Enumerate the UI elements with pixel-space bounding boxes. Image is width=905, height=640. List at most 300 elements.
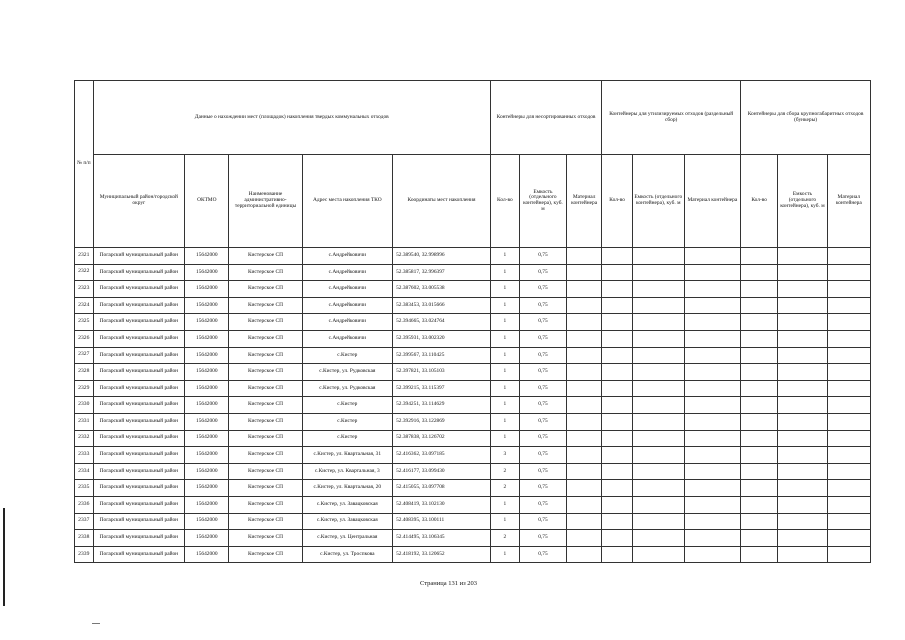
separate-capacity-cell: [633, 447, 684, 464]
unsorted-material-cell: [567, 480, 602, 497]
header-separate-group: Контейнеры для утилизируемых отходов (раздельный сбор): [602, 81, 741, 155]
table-row: [75, 248, 871, 265]
separate-material-cell: [684, 297, 741, 314]
unsorted-capacity-cell: 0,75: [519, 480, 566, 497]
coords-cell: 52.415055, 33.097708: [393, 480, 491, 497]
address-cell: с.Андрейковичи: [302, 297, 393, 314]
bulky-count-cell: [741, 330, 778, 347]
bulky-capacity-cell: [778, 413, 827, 430]
unsorted-capacity-cell: 0,75: [519, 281, 566, 298]
coords-cell: 52.399567, 33.110425: [393, 347, 491, 364]
bulky-capacity-cell: [778, 314, 827, 331]
separate-material-cell: [684, 314, 741, 331]
oktmo-cell: 15642000: [185, 530, 229, 547]
separate-capacity-cell: [633, 264, 684, 281]
bulky-capacity-cell: [778, 397, 827, 414]
unsorted-count-cell: 1: [490, 281, 519, 298]
address-cell: с.Кистер: [302, 397, 393, 414]
coords-cell: 52.394251, 33.114629: [393, 397, 491, 414]
separate-count-cell: [602, 330, 633, 347]
bulky-capacity-cell: [778, 530, 827, 547]
bulky-capacity-cell: [778, 430, 827, 447]
row-number: 2330: [75, 397, 94, 414]
table-row: [75, 530, 871, 547]
address-cell: с.Кистер, ул. Центральная: [302, 530, 393, 547]
oktmo-cell: 15642000: [185, 264, 229, 281]
bulky-material-cell: [827, 546, 870, 563]
unsorted-material-cell: [567, 330, 602, 347]
address-cell: с.Кистер, ул. Квартальная, 31: [302, 447, 393, 464]
separate-capacity-cell: [633, 430, 684, 447]
separate-capacity-cell: [633, 297, 684, 314]
table-row: [75, 364, 871, 381]
separate-count-cell: [602, 248, 633, 265]
address-cell: с.Кистер: [302, 347, 393, 364]
district-cell: Погарский муниципальный район: [93, 496, 185, 513]
separate-material-cell: [684, 546, 741, 563]
row-number: 2322: [75, 264, 94, 281]
admin-unit-cell: Кистерское СП: [229, 281, 302, 298]
oktmo-cell: 15642000: [185, 330, 229, 347]
bulky-capacity-cell: [778, 364, 827, 381]
unsorted-count-cell: 1: [490, 297, 519, 314]
oktmo-cell: 15642000: [185, 447, 229, 464]
separate-material-cell: [684, 397, 741, 414]
row-number: 2331: [75, 413, 94, 430]
bulky-material-cell: [827, 347, 870, 364]
admin-unit-cell: Кистерское СП: [229, 380, 302, 397]
oktmo-cell: 15642000: [185, 364, 229, 381]
district-cell: Погарский муниципальный район: [93, 480, 185, 497]
separate-capacity-cell: [633, 380, 684, 397]
coords-cell: 52.385817, 32.996397: [393, 264, 491, 281]
bulky-material-cell: [827, 463, 870, 480]
header-num: № п/п: [75, 81, 94, 248]
separate-count-cell: [602, 264, 633, 281]
unsorted-capacity-cell: 0,75: [519, 380, 566, 397]
unsorted-count-cell: 1: [490, 496, 519, 513]
table-row: [75, 347, 871, 364]
oktmo-cell: 15642000: [185, 430, 229, 447]
oktmo-cell: 15642000: [185, 496, 229, 513]
row-number: 2327: [75, 347, 94, 364]
header-unsorted-capacity: Емкость (отдельного контейнера), куб. м: [519, 155, 566, 248]
row-number: 2337: [75, 513, 94, 530]
bulky-capacity-cell: [778, 463, 827, 480]
header-bulky-group: Контейнеры для сбора крупногабаритных отходов (бункеры): [741, 81, 871, 155]
bulky-capacity-cell: [778, 496, 827, 513]
district-cell: Погарский муниципальный район: [93, 248, 185, 265]
bulky-capacity-cell: [778, 281, 827, 298]
unsorted-material-cell: [567, 413, 602, 430]
address-cell: с.Андрейковичи: [302, 314, 393, 331]
bulky-capacity-cell: [778, 480, 827, 497]
unsorted-count-cell: 1: [490, 347, 519, 364]
header-separate-material: Материал контейнера: [684, 155, 741, 248]
district-cell: Погарский муниципальный район: [93, 314, 185, 331]
unsorted-count-cell: 1: [490, 314, 519, 331]
separate-count-cell: [602, 546, 633, 563]
separate-material-cell: [684, 330, 741, 347]
separate-count-cell: [602, 314, 633, 331]
admin-unit-cell: Кистерское СП: [229, 248, 302, 265]
coords-cell: 52.387838, 33.126702: [393, 430, 491, 447]
row-number: 2321: [75, 248, 94, 265]
unsorted-count-cell: 2: [490, 480, 519, 497]
separate-count-cell: [602, 347, 633, 364]
coords-cell: 52.416362, 33.097185: [393, 447, 491, 464]
separate-material-cell: [684, 430, 741, 447]
unsorted-count-cell: 1: [490, 330, 519, 347]
unsorted-material-cell: [567, 297, 602, 314]
waste-sites-table: [74, 80, 871, 563]
address-cell: с.Андрейковичи: [302, 330, 393, 347]
unsorted-count-cell: 2: [490, 530, 519, 547]
oktmo-cell: 15642000: [185, 397, 229, 414]
district-cell: Погарский муниципальный район: [93, 430, 185, 447]
district-cell: Погарский муниципальный район: [93, 364, 185, 381]
oktmo-cell: 15642000: [185, 463, 229, 480]
unsorted-capacity-cell: 0,75: [519, 330, 566, 347]
bulky-material-cell: [827, 480, 870, 497]
unsorted-capacity-cell: 0,75: [519, 397, 566, 414]
separate-capacity-cell: [633, 330, 684, 347]
bulky-count-cell: [741, 463, 778, 480]
coords-cell: 52.392916, 33.122869: [393, 413, 491, 430]
table-row: [75, 513, 871, 530]
unsorted-material-cell: [567, 397, 602, 414]
district-cell: Погарский муниципальный район: [93, 380, 185, 397]
table-row: [75, 546, 871, 563]
table-row: [75, 297, 871, 314]
bulky-count-cell: [741, 297, 778, 314]
separate-capacity-cell: [633, 496, 684, 513]
admin-unit-cell: Кистерское СП: [229, 463, 302, 480]
address-cell: с.Кистер, ул. Рудковская: [302, 380, 393, 397]
admin-unit-cell: Кистерское СП: [229, 364, 302, 381]
coords-cell: 52.389540, 32.998996: [393, 248, 491, 265]
bulky-count-cell: [741, 530, 778, 547]
unsorted-material-cell: [567, 447, 602, 464]
unsorted-material-cell: [567, 546, 602, 563]
address-cell: с.Кистер, ул. Квартальная, 3: [302, 463, 393, 480]
bulky-material-cell: [827, 447, 870, 464]
bulky-capacity-cell: [778, 297, 827, 314]
district-cell: Погарский муниципальный район: [93, 347, 185, 364]
scan-edge-mark: [3, 508, 5, 606]
bulky-capacity-cell: [778, 264, 827, 281]
header-district: Муниципальный район/городской округ: [93, 155, 185, 248]
coords-cell: 52.394665, 33.024764: [393, 314, 491, 331]
bulky-material-cell: [827, 330, 870, 347]
unsorted-capacity-cell: 0,75: [519, 430, 566, 447]
header-unsorted-group: Контейнеры для несортированных отходов: [490, 81, 601, 155]
bulky-material-cell: [827, 380, 870, 397]
address-cell: с.Андрейковичи: [302, 281, 393, 298]
separate-capacity-cell: [633, 248, 684, 265]
unsorted-capacity-cell: 0,75: [519, 546, 566, 563]
bulky-count-cell: [741, 364, 778, 381]
oktmo-cell: 15642000: [185, 513, 229, 530]
bulky-material-cell: [827, 297, 870, 314]
separate-count-cell: [602, 480, 633, 497]
address-cell: с.Кистер, ул. Завацковская: [302, 496, 393, 513]
bulky-count-cell: [741, 513, 778, 530]
unsorted-count-cell: 1: [490, 248, 519, 265]
unsorted-count-cell: 1: [490, 430, 519, 447]
admin-unit-cell: Кистерское СП: [229, 264, 302, 281]
unsorted-capacity-cell: 0,75: [519, 248, 566, 265]
address-cell: с.Кистер, ул. Квартальная, 20: [302, 480, 393, 497]
admin-unit-cell: Кистерское СП: [229, 397, 302, 414]
row-number: 2335: [75, 480, 94, 497]
unsorted-capacity-cell: 0,75: [519, 447, 566, 464]
separate-material-cell: [684, 480, 741, 497]
unsorted-count-cell: 1: [490, 380, 519, 397]
separate-capacity-cell: [633, 413, 684, 430]
unsorted-material-cell: [567, 248, 602, 265]
admin-unit-cell: Кистерское СП: [229, 347, 302, 364]
row-number: 2334: [75, 463, 94, 480]
coords-cell: 52.414495, 33.106345: [393, 530, 491, 547]
table-row: [75, 397, 871, 414]
bulky-count-cell: [741, 496, 778, 513]
table-row: [75, 281, 871, 298]
table-row: [75, 380, 871, 397]
table-row: [75, 496, 871, 513]
separate-count-cell: [602, 281, 633, 298]
district-cell: Погарский муниципальный район: [93, 330, 185, 347]
oktmo-cell: 15642000: [185, 314, 229, 331]
district-cell: Погарский муниципальный район: [93, 264, 185, 281]
unsorted-count-cell: 1: [490, 513, 519, 530]
separate-material-cell: [684, 281, 741, 298]
bulky-count-cell: [741, 314, 778, 331]
header-bulky-capacity: Емкость (отдельного контейнера), куб. м: [778, 155, 827, 248]
district-cell: Погарский муниципальный район: [93, 281, 185, 298]
unsorted-capacity-cell: 0,75: [519, 513, 566, 530]
oktmo-cell: 15642000: [185, 480, 229, 497]
coords-cell: 52.416177, 33.099430: [393, 463, 491, 480]
header-unsorted-material: Материал контейнера: [567, 155, 602, 248]
oktmo-cell: 15642000: [185, 248, 229, 265]
separate-capacity-cell: [633, 397, 684, 414]
separate-capacity-cell: [633, 546, 684, 563]
separate-count-cell: [602, 380, 633, 397]
oktmo-cell: 15642000: [185, 546, 229, 563]
admin-unit-cell: Кистерское СП: [229, 447, 302, 464]
coords-cell: 52.408419, 33.102130: [393, 496, 491, 513]
unsorted-count-cell: 1: [490, 413, 519, 430]
bulky-material-cell: [827, 530, 870, 547]
separate-count-cell: [602, 413, 633, 430]
coords-cell: 52.383453, 33.015666: [393, 297, 491, 314]
separate-material-cell: [684, 496, 741, 513]
address-cell: с.Кистер, ул. Завацковская: [302, 513, 393, 530]
admin-unit-cell: Кистерское СП: [229, 530, 302, 547]
header-coords: Координаты мест накопления: [393, 155, 491, 248]
bulky-count-cell: [741, 347, 778, 364]
separate-material-cell: [684, 364, 741, 381]
unsorted-capacity-cell: 0,75: [519, 297, 566, 314]
separate-capacity-cell: [633, 364, 684, 381]
oktmo-cell: 15642000: [185, 380, 229, 397]
header-location-group: Данные о нахождении мест (площадок) накопления твердых коммунальных отходов: [93, 81, 490, 155]
bulky-material-cell: [827, 496, 870, 513]
oktmo-cell: 15642000: [185, 413, 229, 430]
unsorted-material-cell: [567, 430, 602, 447]
bulky-count-cell: [741, 248, 778, 265]
unsorted-count-cell: 1: [490, 364, 519, 381]
unsorted-capacity-cell: 0,75: [519, 364, 566, 381]
district-cell: Погарский муниципальный район: [93, 546, 185, 563]
district-cell: Погарский муниципальный район: [93, 413, 185, 430]
admin-unit-cell: Кистерское СП: [229, 546, 302, 563]
table-row: [75, 463, 871, 480]
address-cell: с.Кистер, ул. Троспкова: [302, 546, 393, 563]
separate-count-cell: [602, 447, 633, 464]
separate-capacity-cell: [633, 513, 684, 530]
separate-count-cell: [602, 530, 633, 547]
bulky-capacity-cell: [778, 347, 827, 364]
admin-unit-cell: Кистерское СП: [229, 480, 302, 497]
header-bulky-material: Материал контейнера: [827, 155, 870, 248]
unsorted-capacity-cell: 0,75: [519, 347, 566, 364]
bulky-count-cell: [741, 546, 778, 563]
bulky-capacity-cell: [778, 248, 827, 265]
bulky-material-cell: [827, 314, 870, 331]
header-bulky-count: Кол-во: [741, 155, 778, 248]
separate-count-cell: [602, 297, 633, 314]
admin-unit-cell: Кистерское СП: [229, 330, 302, 347]
bulky-capacity-cell: [778, 546, 827, 563]
coords-cell: 52.397821, 33.105103: [393, 364, 491, 381]
row-number: 2324: [75, 297, 94, 314]
bulky-material-cell: [827, 264, 870, 281]
separate-capacity-cell: [633, 480, 684, 497]
oktmo-cell: 15642000: [185, 297, 229, 314]
unsorted-material-cell: [567, 347, 602, 364]
bulky-material-cell: [827, 430, 870, 447]
row-number: 2328: [75, 364, 94, 381]
coords-cell: 52.408395, 33.100111: [393, 513, 491, 530]
bulky-material-cell: [827, 364, 870, 381]
unsorted-material-cell: [567, 463, 602, 480]
page-number: Страница 131 из 203: [420, 580, 478, 587]
admin-unit-cell: Кистерское СП: [229, 513, 302, 530]
unsorted-capacity-cell: 0,75: [519, 413, 566, 430]
unsorted-material-cell: [567, 281, 602, 298]
bulky-capacity-cell: [778, 447, 827, 464]
bulky-count-cell: [741, 480, 778, 497]
separate-material-cell: [684, 248, 741, 265]
separate-material-cell: [684, 380, 741, 397]
row-number: 2339: [75, 546, 94, 563]
scan-speck: [92, 623, 100, 624]
district-cell: Погарский муниципальный район: [93, 513, 185, 530]
address-cell: с.Кистер, ул. Рудковская: [302, 364, 393, 381]
unsorted-capacity-cell: 0,75: [519, 314, 566, 331]
table-row: [75, 430, 871, 447]
bulky-count-cell: [741, 447, 778, 464]
bulky-material-cell: [827, 248, 870, 265]
admin-unit-cell: Кистерское СП: [229, 297, 302, 314]
coords-cell: 52.387602, 33.005538: [393, 281, 491, 298]
header-oktmo: ОКТМО: [185, 155, 229, 248]
bulky-capacity-cell: [778, 380, 827, 397]
address-cell: с.Кистер: [302, 430, 393, 447]
separate-count-cell: [602, 463, 633, 480]
coords-cell: 52.418192, 33.120652: [393, 546, 491, 563]
unsorted-material-cell: [567, 530, 602, 547]
admin-unit-cell: Кистерское СП: [229, 430, 302, 447]
bulky-material-cell: [827, 513, 870, 530]
unsorted-count-cell: 1: [490, 264, 519, 281]
admin-unit-cell: Кистерское СП: [229, 413, 302, 430]
row-number: 2336: [75, 496, 94, 513]
unsorted-capacity-cell: 0,75: [519, 530, 566, 547]
separate-count-cell: [602, 397, 633, 414]
separate-material-cell: [684, 347, 741, 364]
separate-material-cell: [684, 513, 741, 530]
separate-material-cell: [684, 413, 741, 430]
table-row: [75, 264, 871, 281]
separate-count-cell: [602, 364, 633, 381]
admin-unit-cell: Кистерское СП: [229, 496, 302, 513]
unsorted-capacity-cell: 0,75: [519, 264, 566, 281]
row-number: 2332: [75, 430, 94, 447]
bulky-count-cell: [741, 264, 778, 281]
address-cell: с.Андрейковичи: [302, 264, 393, 281]
unsorted-capacity-cell: 0,75: [519, 463, 566, 480]
row-number: 2338: [75, 530, 94, 547]
row-number: 2329: [75, 380, 94, 397]
separate-capacity-cell: [633, 314, 684, 331]
district-cell: Погарский муниципальный район: [93, 463, 185, 480]
bulky-capacity-cell: [778, 513, 827, 530]
bulky-count-cell: [741, 380, 778, 397]
bulky-count-cell: [741, 413, 778, 430]
separate-material-cell: [684, 463, 741, 480]
header-unsorted-count: Кол-во: [490, 155, 519, 248]
row-number: 2333: [75, 447, 94, 464]
oktmo-cell: 15642000: [185, 347, 229, 364]
bulky-capacity-cell: [778, 330, 827, 347]
separate-material-cell: [684, 530, 741, 547]
row-number: 2326: [75, 330, 94, 347]
oktmo-cell: 15642000: [185, 281, 229, 298]
bulky-material-cell: [827, 397, 870, 414]
bulky-count-cell: [741, 430, 778, 447]
header-admin-unit: Наименование административно-территориальной единицы: [229, 155, 302, 248]
coords-cell: 52.395931, 33.002320: [393, 330, 491, 347]
unsorted-material-cell: [567, 264, 602, 281]
address-cell: с.Андрейковичи: [302, 248, 393, 265]
header-address: Адрес места накопления ТКО: [302, 155, 393, 248]
header-separate-count: Кол-во: [602, 155, 633, 248]
bulky-count-cell: [741, 281, 778, 298]
table-row: [75, 447, 871, 464]
separate-count-cell: [602, 430, 633, 447]
table-row: [75, 480, 871, 497]
district-cell: Погарский муниципальный район: [93, 530, 185, 547]
unsorted-material-cell: [567, 513, 602, 530]
separate-material-cell: [684, 447, 741, 464]
address-cell: с.Кистер: [302, 413, 393, 430]
table-row: [75, 413, 871, 430]
district-cell: Погарский муниципальный район: [93, 397, 185, 414]
table-row: [75, 330, 871, 347]
